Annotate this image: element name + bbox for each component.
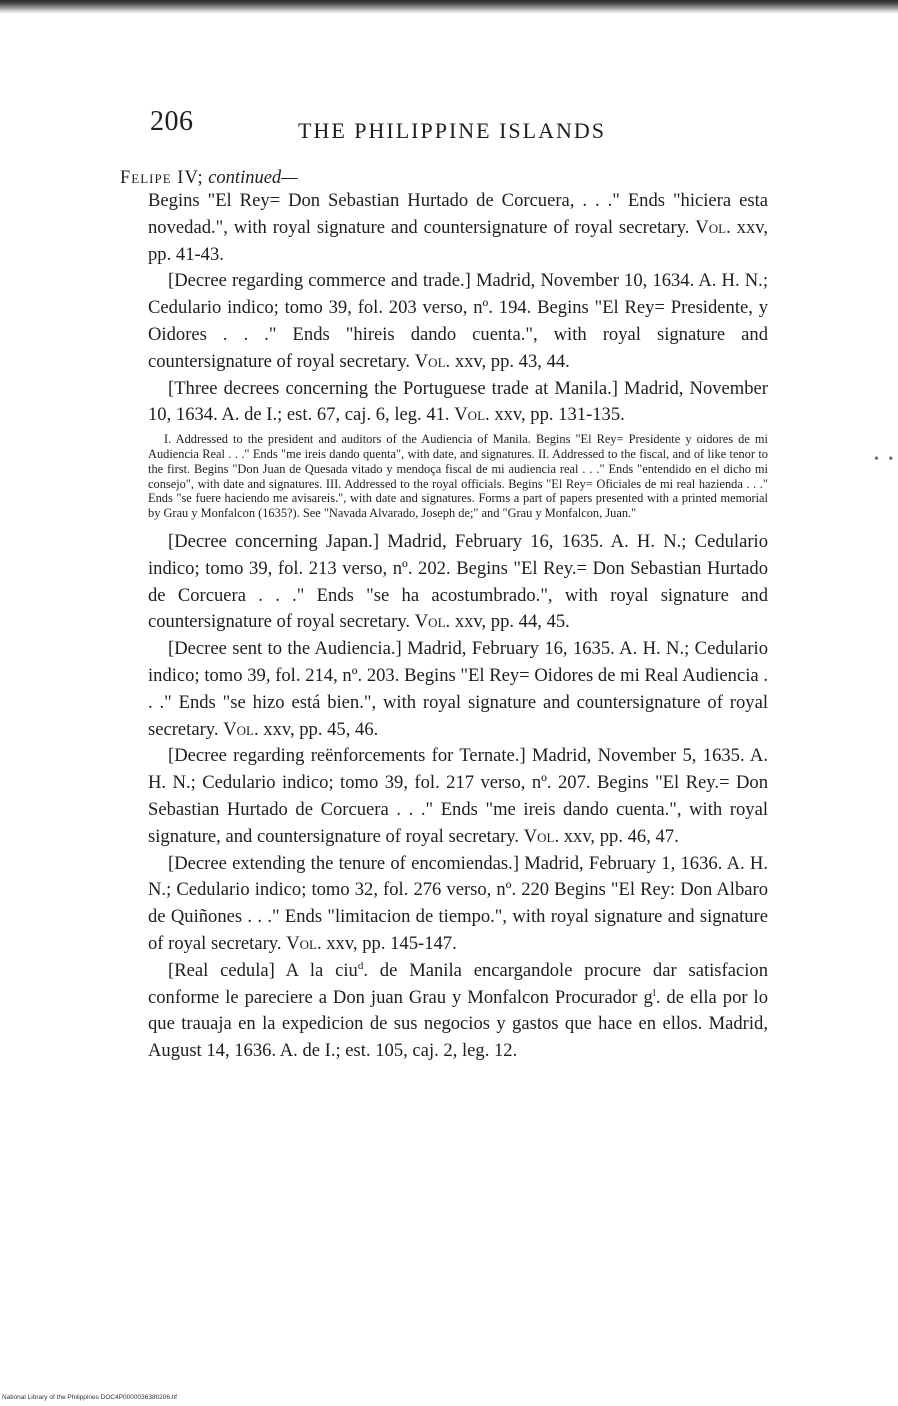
entry-text: [Decree extending the tenure of encomiendas.] Madrid, February 1, 1636. A. H. N.; Cedulario indico; tomo 32, fol. 276 verso, nº. 220 Begins "El Rey: Don Albaro de Quiñones . . ." Ends "limitacion de tiempo.", with royal signature and signature of royal secretary. xyxy=(148,852,768,954)
entry-text: [Three decrees concerning the Portuguese trade at Manila.] Madrid, November 10, 1634. A. de I.; est. 67, caj. 6, leg. 41. xyxy=(148,377,768,426)
running-title: THE PHILIPPINE ISLANDS xyxy=(298,118,606,143)
scan-top-edge xyxy=(0,0,898,14)
vol-ref: xxv, pp. 45, 46. xyxy=(263,718,379,740)
entry-text: [Decree concerning Japan.] Madrid, February 16, 1635. A. H. N.; Cedulario indico; tomo 39, fol. 213 verso, nº. 202. Begins "El Rey.= Don Sebastian Hurtado de Corcuera . . ." Ends "se ha acostumbrado.", with royal signature and countersignature of royal secretary. xyxy=(148,530,768,633)
entry-text: [Decree regarding reënforcements for Ternate.] Madrid, November 5, 1635. A. H. N.; Cedulario indico; tomo 39, fol. 217 verso, nº. 207. Begins "El Rey.= Don Sebastian Hurtado de Corcuera . . ." Ends "me ireis dando cuenta.", with royal signature, and countersignature of royal secretary. xyxy=(148,745,768,847)
entry-5 xyxy=(148,743,768,850)
vol-label: Vol. xyxy=(414,350,451,372)
vol-label: Vol. xyxy=(286,932,322,954)
entry-7 xyxy=(148,958,768,1065)
entry-text: Begins "El Rey= Don Sebastian Hurtado de Corcuera, . . ." Ends "hiciera esta novedad.", with royal signature and countersignature of royal secretary. xyxy=(148,190,768,238)
vol-label: Vol. xyxy=(414,611,451,633)
entry-2 xyxy=(148,376,768,430)
entry-0 xyxy=(148,188,768,268)
entry-3 xyxy=(148,529,768,636)
vol-ref: xxv, pp. 131-135. xyxy=(494,404,625,426)
section-heading xyxy=(120,168,298,189)
entry-text-part: . de ella por lo que trauaja en la expedicion de sus negocios y gastos que hace en ellos. Madrid, August 14, 1636. A. de I.; est. 105, caj. 2, leg. 12. xyxy=(148,986,768,1062)
entry-6 xyxy=(148,851,768,958)
scan-footer: National Library of the Philippines DOC4P0000036380206.tif xyxy=(2,1394,177,1401)
vol-label: Vol. xyxy=(454,404,490,426)
vol-ref: xxv, pp. 46, 47. xyxy=(563,825,679,847)
vol-ref: xxv, pp. 145-147. xyxy=(326,932,457,954)
entry-1 xyxy=(148,268,768,375)
vol-label: Vol. xyxy=(523,825,560,847)
section-king: Felipe IV; xyxy=(120,168,204,188)
page-number: 206 xyxy=(150,106,194,137)
vol-ref: xxv, pp. 41-43. xyxy=(148,216,769,265)
vol-label: Vol. xyxy=(695,216,731,238)
section-continued: continued— xyxy=(208,168,298,188)
entry-text-part: . de Manila encargandole procure dar satisfacion conforme le pareciere a Don juan Grau y Monfalcon Procurador g xyxy=(148,959,768,1008)
entry-4 xyxy=(148,636,768,743)
vol-ref: xxv, pp. 44, 45. xyxy=(454,611,570,633)
margin-mark: • • xyxy=(874,452,897,467)
superscript: l xyxy=(652,986,656,999)
entry-text: [Decree sent to the Audiencia.] Madrid, February 16, 1635. A. H. N.; Cedulario indico; tomo 39, fol. 214, nº. 203. Begins "El Rey= Oidores de mi Real Audiencia . . ." Ends "se hizo está bien.", with royal signature and countersignature of royal secretary. xyxy=(148,638,768,740)
entry-text-part: [Real cedula] A la ciu xyxy=(168,959,358,981)
vol-label: Vol. xyxy=(223,718,259,740)
superscript: d xyxy=(357,959,364,972)
footnote-block: I. Addressed to the president and auditors of the Audiencia of Manila. Begins "El Rey= Presidente y oidores de mi Audiencia Real . . ." Ends "me ireis dando quenta", with date, and signatures. II. Addressed to the fiscal, and of like tenor to the first. Begins "Don Juan de Quesada vitado y mendoça fiscal de mi audiencia real . . ." Ends "entendido en el dicho mi consejo", with date and signatures. III. Addressed to the royal officials. Begins "El Rey= Oficiales de mi real hazienda . . ." Ends "se fuere haciendo me avisareis.", with date and signatures. Forms a part of papers presented with a printed memorial by Grau y Monfalcon (1635?). See "Navada Alvarado, Joseph de;" and "Grau y Monfalcon, Juan." xyxy=(148,432,768,521)
entry-text: [Decree regarding commerce and trade.] Madrid, November 10, 1634. A. H. N.; Cedulario indico; tomo 39, fol. 203 verso, nº. 194. Begins "El Rey= Presidente, y Oidores . . ." Ends "hireis dando cuenta.", with royal signature and countersignature of royal secretary. xyxy=(148,270,768,372)
vol-ref: xxv, pp. 43, 44. xyxy=(454,350,570,372)
bibliography-body xyxy=(148,188,768,1065)
